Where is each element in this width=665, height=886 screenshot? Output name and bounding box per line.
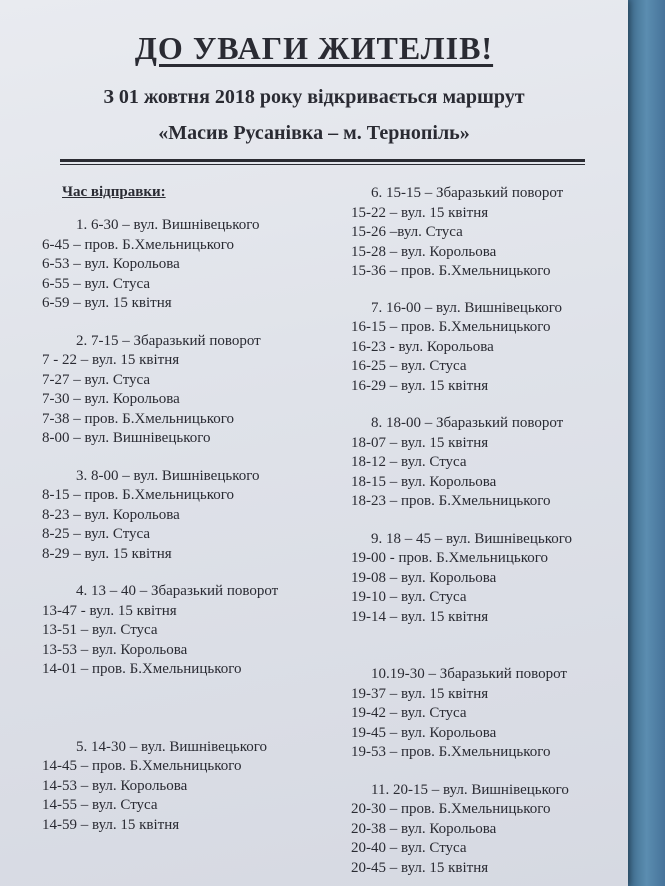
stop-line: 14-59 – вул. 15 квітня [42,816,180,833]
departure-group-heading: 3. 8-00 – вул. Вишнівецького [76,467,260,484]
stop-line: 14-01 – пров. Б.Хмельницького [42,661,242,677]
divider-rule [60,159,585,162]
stop-line: 7-27 – вул. Стуса [42,371,151,388]
stop-line: 7 - 22 – вул. 15 квітня [42,352,180,368]
departure-group-heading: 9. 18 – 45 – вул. Вишнівецького [371,530,572,547]
schedule-left-column [42,182,342,835]
departure-group [42,582,342,680]
stop-line: 8-29 – вул. 15 квітня [42,545,172,562]
stop-line: 8-23 – вул. Корольова [42,506,180,523]
divider-rule-thin [60,164,585,165]
stop-line: 15-36 – пров. Б.Хмельницького [351,263,551,279]
departure-group [351,665,611,763]
stop-line: 18-15 – вул. Корольова [351,473,497,490]
notice-subtitle-date: З 01 жовтня 2018 року відкривається маршрут [103,86,525,108]
stop-line: 19-37 – вул. 15 квітня [351,685,489,702]
stop-line: 13-51 – вул. Стуса [42,622,158,638]
stop-line: 20-38 – вул. Корольова [351,820,497,837]
departure-group-heading: 5. 14-30 – вул. Вишнівецького [76,738,267,755]
stop-line: 16-15 – пров. Б.Хмельницького [351,319,551,335]
departure-group-heading: 2. 7-15 – Збаразький поворот [76,332,261,349]
stop-line: 15-26 –вул. Стуса [351,224,463,240]
stop-line: 20-40 – вул. Стуса [351,840,467,856]
stop-line: 7-38 – пров. Б.Хмельницького [42,410,235,427]
notice-subtitle-route: «Масив Русанівка – м. Тернопіль» [158,122,470,144]
stop-line: 15-28 – вул. Корольова [351,243,497,260]
stop-line: 18-12 – вул. Стуса [351,454,467,470]
stop-line: 8-25 – вул. Стуса [42,526,151,542]
stop-line: 19-45 – вул. Корольова [351,724,497,741]
background-wall [628,0,665,886]
stop-line: 19-10 – вул. Стуса [351,589,467,605]
stop-line: 14-45 – пров. Б.Хмельницького [42,758,242,774]
stop-line: 6-59 – вул. 15 квітня [42,295,172,311]
departure-group [42,332,342,449]
departure-group [351,530,611,628]
departure-group [351,414,611,512]
departure-group-heading: 6. 15-15 – Збаразький поворот [371,185,564,201]
stop-line: 20-45 – вул. 15 квітня [351,859,489,876]
departure-group [42,738,342,836]
schedule-header: Час відправки: [62,184,166,200]
stop-line: 19-14 – вул. 15 квітня [351,608,489,625]
schedule-right-column [351,184,611,878]
departure-group [42,216,342,314]
departure-group-heading: 11. 20-15 – вул. Вишнівецького [371,781,569,798]
stop-line: 19-42 – вул. Стуса [351,705,467,721]
departure-group [351,781,611,879]
stop-line: 18-07 – вул. 15 квітня [351,434,489,451]
stop-line: 13-53 – вул. Корольова [42,641,188,658]
departure-group-heading: 1. 6-30 – вул. Вишнівецького [76,217,260,233]
stop-line: 6-53 – вул. Корольова [42,256,180,272]
stop-line: 19-00 - пров. Б.Хмельницького [351,550,548,566]
stop-line: 18-23 – пров. Б.Хмельницького [351,493,551,509]
stop-line: 8-00 – вул. Вишнівецького [42,430,211,446]
stop-line: 16-29 – вул. 15 квітня [351,377,489,394]
departure-group [42,467,342,565]
stop-line: 8-15 – пров. Б.Хмельницького [42,487,235,503]
stop-line: 6-55 – вул. Стуса [42,275,151,292]
stop-line: 16-25 – вул. Стуса [351,358,467,374]
stop-line: 16-23 - вул. Корольова [351,338,494,355]
stop-line: 14-53 – вул. Корольова [42,777,188,794]
stop-line: 6-45 – пров. Б.Хмельницького [42,236,235,253]
stop-line: 19-08 – вул. Корольова [351,569,497,586]
stop-line: 13-47 - вул. 15 квітня [42,602,177,619]
departure-group-heading: 4. 13 – 40 – Збаразький поворот [76,583,279,599]
departure-group-heading: 7. 16-00 – вул. Вишнівецького [371,299,562,316]
stop-line: 15-22 – вул. 15 квітня [351,204,489,221]
departure-group-heading: 10.19-30 – Збаразький поворот [371,666,567,682]
stop-line: 19-53 – пров. Б.Хмельницького [351,744,551,760]
departure-group [351,184,611,282]
stop-line: 7-30 – вул. Корольова [42,391,180,407]
notice-title: ДО УВАГИ ЖИТЕЛІВ! [134,30,494,66]
departure-group [351,299,611,397]
stop-line: 14-55 – вул. Стуса [42,797,158,813]
stop-line: 20-30 – пров. Б.Хмельницького [351,801,551,817]
departure-group-heading: 8. 18-00 – Збаразький поворот [371,415,564,431]
